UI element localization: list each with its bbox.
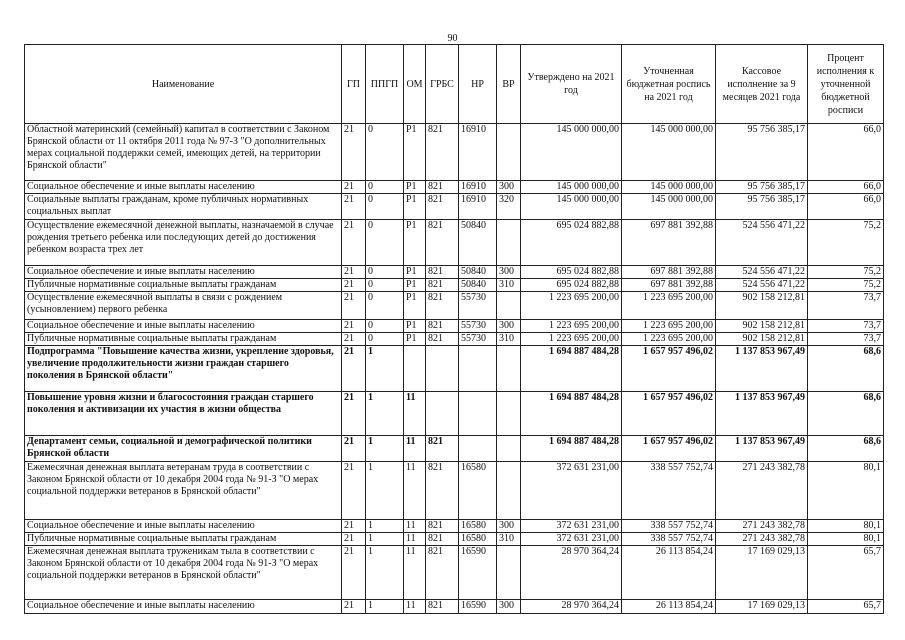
cell-om: 11 bbox=[404, 392, 426, 436]
cell-approved: 372 631 231,00 bbox=[521, 533, 622, 546]
cell-approved: 28 970 364,24 bbox=[521, 600, 622, 614]
cell-grbs: 821 bbox=[426, 124, 459, 181]
cell-ppgp: 0 bbox=[366, 266, 404, 279]
cell-approved: 695 024 882,88 bbox=[521, 279, 622, 292]
cell-vr: 320 bbox=[497, 194, 521, 220]
cell-cash: 17 169 029,13 bbox=[716, 546, 808, 600]
cell-grbs: 821 bbox=[426, 266, 459, 279]
cell-percent: 75,2 bbox=[808, 266, 884, 279]
cell-ppgp: 0 bbox=[366, 292, 404, 320]
cell-refined: 1 657 957 496,02 bbox=[622, 436, 716, 462]
cell-nr bbox=[459, 392, 497, 436]
cell-name: Департамент семьи, социальной и демографической политики Брянской области bbox=[25, 436, 342, 462]
cell-gp: 21 bbox=[342, 194, 366, 220]
cell-cash: 95 756 385,17 bbox=[716, 181, 808, 194]
cell-vr bbox=[497, 292, 521, 320]
cell-name: Публичные нормативные социальные выплаты гражданам bbox=[25, 279, 342, 292]
cell-cash: 1 137 853 967,49 bbox=[716, 436, 808, 462]
cell-nr: 55730 bbox=[459, 333, 497, 346]
cell-om: P1 bbox=[404, 266, 426, 279]
cell-gp: 21 bbox=[342, 181, 366, 194]
cell-om: 11 bbox=[404, 533, 426, 546]
cell-cash: 902 158 212,81 bbox=[716, 292, 808, 320]
cell-vr: 300 bbox=[497, 600, 521, 614]
cell-vr bbox=[497, 392, 521, 436]
table-row bbox=[25, 181, 884, 194]
cell-approved: 1 694 887 484,28 bbox=[521, 392, 622, 436]
cell-nr: 50840 bbox=[459, 220, 497, 266]
cell-refined: 26 113 854,24 bbox=[622, 546, 716, 600]
table-row bbox=[25, 546, 884, 600]
cell-nr: 16910 bbox=[459, 194, 497, 220]
cell-om: P1 bbox=[404, 220, 426, 266]
cell-vr: 310 bbox=[497, 333, 521, 346]
cell-ppgp: 1 bbox=[366, 533, 404, 546]
cell-refined: 697 881 392,88 bbox=[622, 266, 716, 279]
cell-refined: 338 557 752,74 bbox=[622, 533, 716, 546]
cell-percent: 75,2 bbox=[808, 279, 884, 292]
cell-name: Социальное обеспечение и иные выплаты населению bbox=[25, 600, 342, 614]
cell-cash: 95 756 385,17 bbox=[716, 124, 808, 181]
cell-approved: 1 223 695 200,00 bbox=[521, 292, 622, 320]
cell-percent: 66,0 bbox=[808, 194, 884, 220]
cell-om: P1 bbox=[404, 333, 426, 346]
cell-gp: 21 bbox=[342, 520, 366, 533]
cell-ppgp: 0 bbox=[366, 220, 404, 266]
cell-grbs: 821 bbox=[426, 600, 459, 614]
cell-gp: 21 bbox=[342, 320, 366, 333]
cell-vr: 310 bbox=[497, 533, 521, 546]
cell-refined: 1 223 695 200,00 bbox=[622, 320, 716, 333]
cell-percent: 80,1 bbox=[808, 520, 884, 533]
cell-cash: 17 169 029,13 bbox=[716, 600, 808, 614]
cell-grbs bbox=[426, 346, 459, 392]
cell-approved: 372 631 231,00 bbox=[521, 520, 622, 533]
cell-approved: 695 024 882,88 bbox=[521, 220, 622, 266]
cell-grbs: 821 bbox=[426, 194, 459, 220]
cell-ppgp: 0 bbox=[366, 320, 404, 333]
cell-grbs: 821 bbox=[426, 333, 459, 346]
table-row bbox=[25, 520, 884, 533]
cell-nr bbox=[459, 436, 497, 462]
cell-gp: 21 bbox=[342, 279, 366, 292]
cell-vr bbox=[497, 436, 521, 462]
table-row bbox=[25, 320, 884, 333]
cell-ppgp: 0 bbox=[366, 181, 404, 194]
cell-om: 11 bbox=[404, 600, 426, 614]
cell-ppgp: 0 bbox=[366, 124, 404, 181]
col-header-percent: Процент исполнения к уточненной бюджетной росписи bbox=[808, 45, 884, 124]
cell-percent: 80,1 bbox=[808, 533, 884, 546]
cell-om: P1 bbox=[404, 181, 426, 194]
cell-grbs: 821 bbox=[426, 220, 459, 266]
cell-vr bbox=[497, 124, 521, 181]
cell-grbs: 821 bbox=[426, 462, 459, 520]
cell-name: Социальное обеспечение и иные выплаты населению bbox=[25, 520, 342, 533]
cell-approved: 145 000 000,00 bbox=[521, 124, 622, 181]
cell-refined: 1 223 695 200,00 bbox=[622, 333, 716, 346]
cell-percent: 73,7 bbox=[808, 333, 884, 346]
cell-nr: 16580 bbox=[459, 462, 497, 520]
cell-cash: 524 556 471,22 bbox=[716, 220, 808, 266]
col-header-name: Наименование bbox=[25, 45, 342, 124]
cell-percent: 66,0 bbox=[808, 124, 884, 181]
cell-name: Осуществление ежемесячной денежной выплаты, назначаемой в случае рождения третьего ребенка или последующих детей до достижения ребенком возраста трех лет bbox=[25, 220, 342, 266]
cell-grbs bbox=[426, 392, 459, 436]
col-header-ppgp: ППГП bbox=[366, 45, 404, 124]
col-header-nr: НР bbox=[459, 45, 497, 124]
cell-percent: 80,1 bbox=[808, 462, 884, 520]
cell-name: Социальное обеспечение и иные выплаты населению bbox=[25, 320, 342, 333]
cell-om: P1 bbox=[404, 320, 426, 333]
cell-cash: 524 556 471,22 bbox=[716, 279, 808, 292]
cell-name: Повышение уровня жизни и благосостояния граждан старшего поколения и активизации их участия в жизни общества bbox=[25, 392, 342, 436]
table-row bbox=[25, 292, 884, 320]
cell-refined: 145 000 000,00 bbox=[622, 181, 716, 194]
cell-ppgp: 1 bbox=[366, 346, 404, 392]
col-header-om: ОМ bbox=[404, 45, 426, 124]
table-row bbox=[25, 462, 884, 520]
cell-gp: 21 bbox=[342, 220, 366, 266]
table-row bbox=[25, 220, 884, 266]
cell-gp: 21 bbox=[342, 346, 366, 392]
col-header-grbs: ГРБС bbox=[426, 45, 459, 124]
cell-ppgp: 1 bbox=[366, 546, 404, 600]
budget-table bbox=[24, 44, 884, 614]
cell-om: 11 bbox=[404, 520, 426, 533]
cell-nr bbox=[459, 346, 497, 392]
cell-approved: 1 694 887 484,28 bbox=[521, 346, 622, 392]
cell-gp: 21 bbox=[342, 292, 366, 320]
cell-percent: 66,0 bbox=[808, 181, 884, 194]
table-row bbox=[25, 279, 884, 292]
cell-grbs: 821 bbox=[426, 533, 459, 546]
cell-name: Социальное обеспечение и иные выплаты населению bbox=[25, 266, 342, 279]
cell-name: Ежемесячная денежная выплата ветеранам труда в соответствии с Законом Брянской области от 10 декабря 2004 года № 91-З "О мерах социальной поддержки ветеранов в Брянской области" bbox=[25, 462, 342, 520]
cell-name: Осуществление ежемесячной выплаты в связи с рождением (усыновлением) первого ребенка bbox=[25, 292, 342, 320]
table-row bbox=[25, 392, 884, 436]
cell-grbs: 821 bbox=[426, 520, 459, 533]
cell-refined: 697 881 392,88 bbox=[622, 220, 716, 266]
cell-om: P1 bbox=[404, 279, 426, 292]
col-header-vr: ВР bbox=[497, 45, 521, 124]
cell-refined: 1 657 957 496,02 bbox=[622, 346, 716, 392]
cell-name: Публичные нормативные социальные выплаты гражданам bbox=[25, 333, 342, 346]
cell-cash: 524 556 471,22 bbox=[716, 266, 808, 279]
col-header-approved: Утверждено на 2021 год bbox=[521, 45, 622, 124]
cell-grbs: 821 bbox=[426, 181, 459, 194]
cell-gp: 21 bbox=[342, 436, 366, 462]
cell-approved: 28 970 364,24 bbox=[521, 546, 622, 600]
page-number: 90 bbox=[447, 33, 458, 44]
cell-approved: 1 223 695 200,00 bbox=[521, 333, 622, 346]
cell-gp: 21 bbox=[342, 124, 366, 181]
cell-cash: 271 243 382,78 bbox=[716, 533, 808, 546]
cell-cash: 271 243 382,78 bbox=[716, 520, 808, 533]
table-row bbox=[25, 266, 884, 279]
cell-cash: 902 158 212,81 bbox=[716, 320, 808, 333]
cell-refined: 1 657 957 496,02 bbox=[622, 392, 716, 436]
table-row bbox=[25, 194, 884, 220]
cell-percent: 68,6 bbox=[808, 392, 884, 436]
cell-name: Областной материнский (семейный) капитал в соответствии с Законом Брянской области от 11 октября 2011 года № 97-З "О дополнительных мерах социальной поддержки семей, имеющих детей, на территории Брянской области" bbox=[25, 124, 342, 181]
cell-om bbox=[404, 346, 426, 392]
cell-name: Социальные выплаты гражданам, кроме публичных нормативных социальных выплат bbox=[25, 194, 342, 220]
cell-approved: 695 024 882,88 bbox=[521, 266, 622, 279]
cell-om: P1 bbox=[404, 292, 426, 320]
cell-ppgp: 0 bbox=[366, 194, 404, 220]
table-row bbox=[25, 124, 884, 181]
cell-percent: 73,7 bbox=[808, 292, 884, 320]
cell-ppgp: 0 bbox=[366, 333, 404, 346]
cell-gp: 21 bbox=[342, 546, 366, 600]
col-header-gp: ГП bbox=[342, 45, 366, 124]
cell-name: Социальное обеспечение и иные выплаты населению bbox=[25, 181, 342, 194]
table-row bbox=[25, 346, 884, 392]
cell-refined: 338 557 752,74 bbox=[622, 462, 716, 520]
cell-grbs: 821 bbox=[426, 292, 459, 320]
cell-name: Ежемесячная денежная выплата труженикам тыла в соответствии с Законом Брянской области от 10 декабря 2004 года № 91-З "О мерах социальной поддержки ветеранов в Брянской области" bbox=[25, 546, 342, 600]
cell-refined: 145 000 000,00 bbox=[622, 194, 716, 220]
cell-vr bbox=[497, 546, 521, 600]
cell-ppgp: 1 bbox=[366, 462, 404, 520]
cell-refined: 697 881 392,88 bbox=[622, 279, 716, 292]
cell-percent: 68,6 bbox=[808, 346, 884, 392]
cell-cash: 1 137 853 967,49 bbox=[716, 346, 808, 392]
table-row bbox=[25, 533, 884, 546]
cell-cash: 271 243 382,78 bbox=[716, 462, 808, 520]
cell-nr: 55730 bbox=[459, 320, 497, 333]
cell-gp: 21 bbox=[342, 462, 366, 520]
cell-refined: 338 557 752,74 bbox=[622, 520, 716, 533]
cell-vr: 300 bbox=[497, 181, 521, 194]
cell-om: P1 bbox=[404, 124, 426, 181]
cell-vr: 300 bbox=[497, 320, 521, 333]
cell-name: Подпрограмма "Повышение качества жизни, укрепление здоровья, увеличение продолжительности жизни граждан старшего поколения в Брянской области" bbox=[25, 346, 342, 392]
cell-grbs: 821 bbox=[426, 546, 459, 600]
cell-approved: 372 631 231,00 bbox=[521, 462, 622, 520]
cell-percent: 65,7 bbox=[808, 600, 884, 614]
cell-cash: 902 158 212,81 bbox=[716, 333, 808, 346]
cell-nr: 16580 bbox=[459, 520, 497, 533]
cell-ppgp: 1 bbox=[366, 392, 404, 436]
cell-vr bbox=[497, 220, 521, 266]
cell-gp: 21 bbox=[342, 392, 366, 436]
cell-ppgp: 1 bbox=[366, 600, 404, 614]
cell-vr: 310 bbox=[497, 279, 521, 292]
cell-nr: 16910 bbox=[459, 181, 497, 194]
cell-name: Публичные нормативные социальные выплаты гражданам bbox=[25, 533, 342, 546]
cell-gp: 21 bbox=[342, 266, 366, 279]
cell-om: P1 bbox=[404, 194, 426, 220]
cell-om: 11 bbox=[404, 436, 426, 462]
cell-grbs: 821 bbox=[426, 436, 459, 462]
cell-nr: 16910 bbox=[459, 124, 497, 181]
cell-nr: 50840 bbox=[459, 279, 497, 292]
header-row bbox=[25, 45, 884, 124]
cell-approved: 1 694 887 484,28 bbox=[521, 436, 622, 462]
cell-percent: 73,7 bbox=[808, 320, 884, 333]
col-header-cash: Кассовое исполнение за 9 месяцев 2021 года bbox=[716, 45, 808, 124]
cell-percent: 65,7 bbox=[808, 546, 884, 600]
cell-refined: 1 223 695 200,00 bbox=[622, 292, 716, 320]
cell-nr: 50840 bbox=[459, 266, 497, 279]
cell-percent: 75,2 bbox=[808, 220, 884, 266]
cell-vr: 300 bbox=[497, 266, 521, 279]
cell-refined: 26 113 854,24 bbox=[622, 600, 716, 614]
cell-approved: 1 223 695 200,00 bbox=[521, 320, 622, 333]
table-row bbox=[25, 600, 884, 614]
cell-grbs: 821 bbox=[426, 279, 459, 292]
cell-cash: 95 756 385,17 bbox=[716, 194, 808, 220]
cell-vr bbox=[497, 346, 521, 392]
cell-vr: 300 bbox=[497, 520, 521, 533]
cell-nr: 55730 bbox=[459, 292, 497, 320]
cell-ppgp: 0 bbox=[366, 279, 404, 292]
cell-gp: 21 bbox=[342, 333, 366, 346]
cell-om: 11 bbox=[404, 462, 426, 520]
cell-approved: 145 000 000,00 bbox=[521, 181, 622, 194]
cell-om: 11 bbox=[404, 546, 426, 600]
table-body bbox=[25, 124, 884, 614]
cell-cash: 1 137 853 967,49 bbox=[716, 392, 808, 436]
cell-percent: 68,6 bbox=[808, 436, 884, 462]
cell-gp: 21 bbox=[342, 533, 366, 546]
cell-ppgp: 1 bbox=[366, 436, 404, 462]
cell-nr: 16580 bbox=[459, 533, 497, 546]
cell-nr: 16590 bbox=[459, 546, 497, 600]
cell-approved: 145 000 000,00 bbox=[521, 194, 622, 220]
cell-vr bbox=[497, 462, 521, 520]
cell-gp: 21 bbox=[342, 600, 366, 614]
cell-ppgp: 1 bbox=[366, 520, 404, 533]
cell-grbs: 821 bbox=[426, 320, 459, 333]
cell-nr: 16590 bbox=[459, 600, 497, 614]
table-row bbox=[25, 436, 884, 462]
col-header-refined: Уточненная бюджетная роспись на 2021 год bbox=[622, 45, 716, 124]
cell-refined: 145 000 000,00 bbox=[622, 124, 716, 181]
table-row bbox=[25, 333, 884, 346]
